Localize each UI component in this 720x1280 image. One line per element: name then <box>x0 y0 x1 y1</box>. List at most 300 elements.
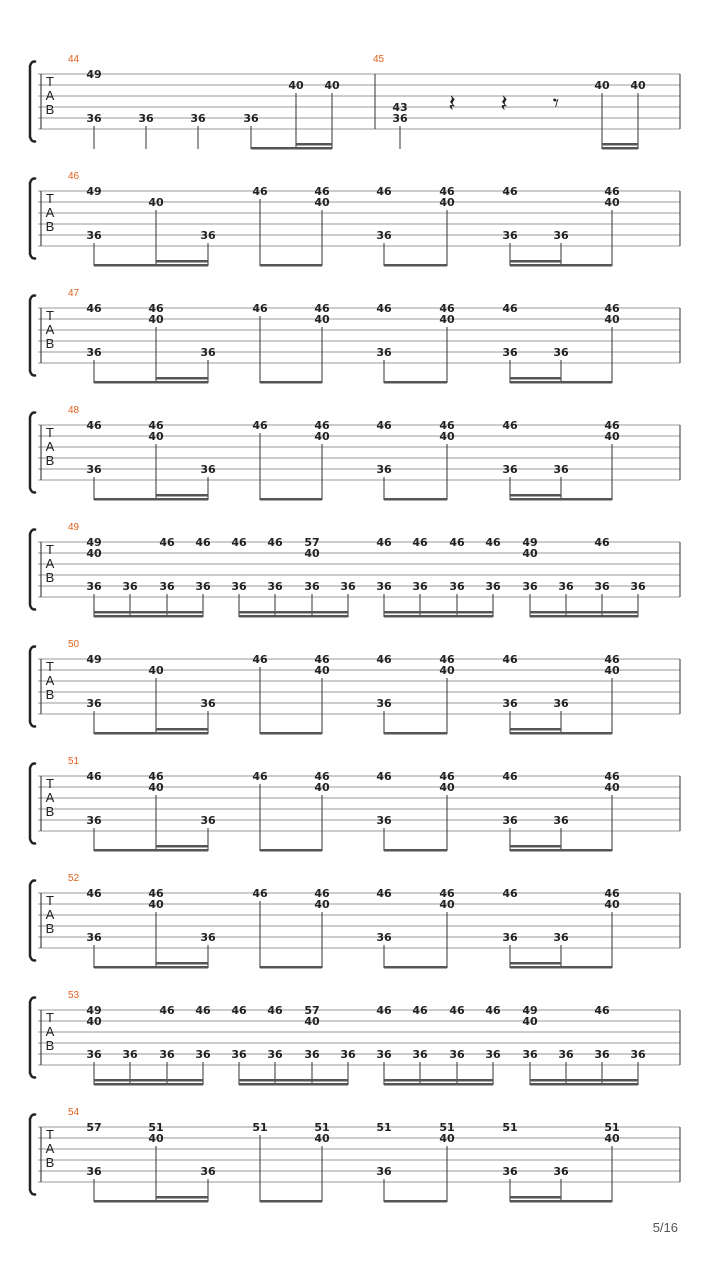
note-beam <box>384 966 447 969</box>
tab-clef-letter: T <box>46 659 54 674</box>
note-beam-secondary <box>510 962 561 965</box>
fret-number: 36 <box>267 1048 283 1061</box>
note-beam-secondary <box>239 611 348 614</box>
fret-number: 40 <box>604 781 620 794</box>
fret-number: 46 <box>604 302 620 315</box>
fret-number: 36 <box>86 346 102 359</box>
measure-number: 53 <box>68 990 80 1001</box>
fret-number: 46 <box>86 419 102 432</box>
fret-number: 36 <box>376 1165 392 1178</box>
fret-number: 46 <box>439 185 455 198</box>
fret-number: 40 <box>604 313 620 326</box>
note-beam <box>602 147 638 150</box>
measure-number: 52 <box>68 873 80 884</box>
system-bracket <box>30 179 36 259</box>
system-bracket <box>30 1115 36 1195</box>
tab-clef-letter: A <box>45 556 55 571</box>
fret-number: 36 <box>553 931 569 944</box>
tab-system <box>30 639 680 735</box>
fret-number: 36 <box>522 1048 538 1061</box>
fret-number: 46 <box>195 1004 211 1017</box>
note-beam-secondary <box>156 962 208 965</box>
fret-number: 36 <box>86 1165 102 1178</box>
note-beam <box>384 381 447 384</box>
system-bracket <box>30 647 36 727</box>
measure-number: 47 <box>68 288 80 299</box>
fret-number: 46 <box>376 770 392 783</box>
tab-clef-letter: B <box>45 687 55 702</box>
tab-clef-letter: B <box>45 570 55 585</box>
fret-number: 40 <box>314 1132 330 1145</box>
fret-number: 36 <box>86 580 102 593</box>
fret-number: 40 <box>439 313 455 326</box>
fret-number: 46 <box>502 185 518 198</box>
note-beam <box>260 732 322 735</box>
note-beam-secondary <box>530 611 638 614</box>
note-beam <box>384 732 447 735</box>
note-beam-secondary <box>94 1079 203 1082</box>
note-beam-secondary <box>384 1079 493 1082</box>
measure-number: 46 <box>68 171 80 182</box>
tab-clef-letter: A <box>45 907 55 922</box>
fret-number: 46 <box>148 887 164 900</box>
fret-number: 46 <box>195 536 211 549</box>
fret-number: 40 <box>604 664 620 677</box>
tab-system <box>30 405 680 501</box>
fret-number: 36 <box>200 346 216 359</box>
note-beam-secondary <box>156 1196 208 1199</box>
fret-number: 46 <box>502 770 518 783</box>
fret-number: 36 <box>594 1048 610 1061</box>
fret-number: 36 <box>485 580 501 593</box>
fret-number: 40 <box>324 79 340 92</box>
measure-number: 45 <box>373 54 385 65</box>
fret-number: 51 <box>252 1121 268 1134</box>
fret-number: 46 <box>502 419 518 432</box>
fret-number: 36 <box>86 697 102 710</box>
fret-number: 40 <box>314 781 330 794</box>
note-beam-secondary <box>510 494 561 497</box>
rest-symbol: 𝄽 <box>448 89 456 117</box>
fret-number: 51 <box>439 1121 455 1134</box>
fret-number: 51 <box>376 1121 392 1134</box>
fret-number: 36 <box>340 580 356 593</box>
fret-number: 40 <box>86 1015 102 1028</box>
note-beam-secondary <box>296 143 332 146</box>
tab-clef-letter: T <box>46 308 54 323</box>
fret-number: 57 <box>86 1121 102 1134</box>
note-beam <box>94 498 208 501</box>
fret-number: 51 <box>604 1121 620 1134</box>
fret-number: 40 <box>604 196 620 209</box>
fret-number: 36 <box>122 580 138 593</box>
fret-number: 36 <box>200 1165 216 1178</box>
fret-number: 40 <box>148 781 164 794</box>
fret-number: 36 <box>502 463 518 476</box>
tab-clef-letter: A <box>45 88 55 103</box>
fret-number: 51 <box>148 1121 164 1134</box>
fret-number: 36 <box>200 814 216 827</box>
note-beam <box>510 498 612 501</box>
fret-number: 40 <box>148 430 164 443</box>
system-bracket <box>30 998 36 1078</box>
system-bracket <box>30 296 36 376</box>
fret-number: 46 <box>231 536 247 549</box>
tab-clef-letter: T <box>46 191 54 206</box>
note-beam <box>384 498 447 501</box>
fret-number: 46 <box>252 302 268 315</box>
fret-number: 36 <box>376 346 392 359</box>
fret-number: 36 <box>340 1048 356 1061</box>
tab-clef-letter: T <box>46 1010 54 1025</box>
fret-number: 40 <box>314 664 330 677</box>
note-beam-secondary <box>510 377 561 380</box>
note-beam <box>94 1083 203 1086</box>
fret-number: 36 <box>553 1165 569 1178</box>
fret-number: 36 <box>558 580 574 593</box>
fret-number: 46 <box>412 1004 428 1017</box>
fret-number: 46 <box>252 653 268 666</box>
fret-number: 36 <box>159 1048 175 1061</box>
note-beam <box>384 849 447 852</box>
tab-clef-letter: A <box>45 439 55 454</box>
note-beam-secondary <box>94 611 203 614</box>
fret-number: 46 <box>439 302 455 315</box>
fret-number: 36 <box>558 1048 574 1061</box>
fret-number: 46 <box>376 302 392 315</box>
note-beam-secondary <box>384 611 493 614</box>
fret-number: 46 <box>314 419 330 432</box>
fret-number: 40 <box>604 898 620 911</box>
tab-clef-letter: B <box>45 336 55 351</box>
fret-number: 36 <box>449 580 465 593</box>
tab-system <box>30 288 680 384</box>
fret-number: 49 <box>86 1004 102 1017</box>
note-beam <box>94 1200 208 1203</box>
fret-number: 46 <box>604 770 620 783</box>
note-beam <box>260 849 322 852</box>
fret-number: 36 <box>190 112 206 125</box>
note-beam <box>384 1200 447 1203</box>
fret-number: 51 <box>502 1121 518 1134</box>
fret-number: 36 <box>86 463 102 476</box>
note-beam <box>510 732 612 735</box>
fret-number: 36 <box>376 229 392 242</box>
fret-number: 46 <box>252 419 268 432</box>
fret-number: 36 <box>86 112 102 125</box>
fret-number: 36 <box>392 112 408 125</box>
note-beam <box>384 1083 493 1086</box>
tab-clef-letter: B <box>45 453 55 468</box>
fret-number: 36 <box>138 112 154 125</box>
tab-system <box>30 873 680 969</box>
note-beam <box>384 615 493 618</box>
measure-number: 50 <box>68 639 80 650</box>
fret-number: 40 <box>314 430 330 443</box>
measure-number: 49 <box>68 522 80 533</box>
note-beam <box>94 966 208 969</box>
tab-clef-letter: A <box>45 1024 55 1039</box>
tab-clef-letter: T <box>46 776 54 791</box>
note-beam <box>510 1200 612 1203</box>
fret-number: 36 <box>553 814 569 827</box>
measure-number: 54 <box>68 1107 80 1118</box>
fret-number: 40 <box>314 196 330 209</box>
fret-number: 40 <box>522 547 538 560</box>
fret-number: 40 <box>594 79 610 92</box>
rest-symbol: 𝄽 <box>500 89 508 117</box>
tab-clef-letter: B <box>45 1038 55 1053</box>
note-beam <box>94 849 208 852</box>
tab-clef-letter: B <box>45 804 55 819</box>
fret-number: 40 <box>439 430 455 443</box>
fret-number: 36 <box>304 1048 320 1061</box>
fret-number: 36 <box>412 1048 428 1061</box>
fret-number: 40 <box>604 430 620 443</box>
tab-clef-letter: T <box>46 542 54 557</box>
fret-number: 36 <box>376 463 392 476</box>
note-beam <box>510 381 612 384</box>
fret-number: 49 <box>522 536 538 549</box>
fret-number: 36 <box>200 229 216 242</box>
note-beam <box>530 615 638 618</box>
fret-number: 36 <box>502 814 518 827</box>
fret-number: 36 <box>200 931 216 944</box>
fret-number: 46 <box>412 536 428 549</box>
note-beam <box>251 147 332 150</box>
fret-number: 46 <box>376 1004 392 1017</box>
fret-number: 36 <box>449 1048 465 1061</box>
note-beam-secondary <box>602 143 638 146</box>
note-beam-secondary <box>156 377 208 380</box>
fret-number: 36 <box>522 580 538 593</box>
fret-number: 49 <box>86 653 102 666</box>
fret-number: 40 <box>86 547 102 560</box>
note-beam <box>384 264 447 267</box>
fret-number: 36 <box>231 580 247 593</box>
tab-clef-letter: B <box>45 1155 55 1170</box>
system-bracket <box>30 62 36 142</box>
measure-number: 48 <box>68 405 80 416</box>
fret-number: 46 <box>148 302 164 315</box>
system-bracket <box>30 881 36 961</box>
note-beam-secondary <box>156 728 208 731</box>
fret-number: 36 <box>304 580 320 593</box>
fret-number: 46 <box>314 302 330 315</box>
fret-number: 46 <box>267 536 283 549</box>
tab-clef-letter: B <box>45 102 55 117</box>
fret-number: 51 <box>314 1121 330 1134</box>
note-beam <box>260 498 322 501</box>
tab-clef-letter: T <box>46 893 54 908</box>
fret-number: 46 <box>502 887 518 900</box>
note-beam-secondary <box>239 1079 348 1082</box>
fret-number: 36 <box>267 580 283 593</box>
fret-number: 46 <box>376 419 392 432</box>
tab-clef-letter: B <box>45 219 55 234</box>
fret-number: 57 <box>304 536 320 549</box>
fret-number: 46 <box>502 302 518 315</box>
fret-number: 36 <box>502 1165 518 1178</box>
tab-system <box>30 1107 680 1203</box>
system-bracket <box>30 764 36 844</box>
tab-system <box>30 171 680 267</box>
fret-number: 46 <box>252 770 268 783</box>
note-beam <box>530 1083 638 1086</box>
fret-number: 36 <box>86 931 102 944</box>
fret-number: 40 <box>304 547 320 560</box>
note-beam <box>260 381 322 384</box>
fret-number: 46 <box>148 770 164 783</box>
fret-number: 46 <box>439 887 455 900</box>
fret-number: 36 <box>231 1048 247 1061</box>
tab-clef-letter: T <box>46 74 54 89</box>
note-beam-secondary <box>510 1196 561 1199</box>
tab-system <box>30 522 680 618</box>
fret-number: 40 <box>439 664 455 677</box>
fret-number: 40 <box>148 1132 164 1145</box>
tab-clef-letter: B <box>45 921 55 936</box>
fret-number: 46 <box>502 653 518 666</box>
fret-number: 36 <box>412 580 428 593</box>
fret-number: 46 <box>231 1004 247 1017</box>
fret-number: 40 <box>630 79 646 92</box>
fret-number: 40 <box>439 1132 455 1145</box>
fret-number: 36 <box>376 1048 392 1061</box>
fret-number: 40 <box>604 1132 620 1145</box>
rest-symbol: 𝄾 <box>552 89 560 117</box>
fret-number: 36 <box>376 697 392 710</box>
fret-number: 36 <box>376 814 392 827</box>
tab-clef-letter: A <box>45 673 55 688</box>
fret-number: 36 <box>195 580 211 593</box>
fret-number: 49 <box>86 185 102 198</box>
note-beam-secondary <box>510 845 561 848</box>
fret-number: 40 <box>288 79 304 92</box>
fret-number: 40 <box>314 313 330 326</box>
tab-system <box>30 756 680 852</box>
page-number: 5/16 <box>652 1220 678 1235</box>
fret-number: 36 <box>502 931 518 944</box>
system-bracket <box>30 530 36 610</box>
fret-number: 46 <box>314 770 330 783</box>
fret-number: 36 <box>159 580 175 593</box>
note-beam <box>239 1083 348 1086</box>
fret-number: 46 <box>439 653 455 666</box>
fret-number: 36 <box>502 697 518 710</box>
note-beam <box>260 966 322 969</box>
fret-number: 46 <box>314 185 330 198</box>
note-beam-secondary <box>156 494 208 497</box>
fret-number: 46 <box>267 1004 283 1017</box>
fret-number: 40 <box>148 664 164 677</box>
fret-number: 46 <box>86 302 102 315</box>
fret-number: 40 <box>439 898 455 911</box>
fret-number: 49 <box>86 68 102 81</box>
note-beam <box>510 966 612 969</box>
fret-number: 36 <box>630 1048 646 1061</box>
fret-number: 36 <box>502 346 518 359</box>
fret-number: 36 <box>376 580 392 593</box>
fret-number: 36 <box>485 1048 501 1061</box>
tab-clef-letter: A <box>45 1141 55 1156</box>
fret-number: 57 <box>304 1004 320 1017</box>
fret-number: 46 <box>86 887 102 900</box>
fret-number: 46 <box>376 887 392 900</box>
note-beam-secondary <box>156 845 208 848</box>
fret-number: 46 <box>314 887 330 900</box>
note-beam-secondary <box>530 1079 638 1082</box>
fret-number: 40 <box>148 196 164 209</box>
fret-number: 46 <box>439 419 455 432</box>
fret-number: 36 <box>376 931 392 944</box>
tab-clef-letter: A <box>45 790 55 805</box>
note-beam <box>260 1200 322 1203</box>
fret-number: 46 <box>604 653 620 666</box>
fret-number: 46 <box>159 536 175 549</box>
fret-number: 46 <box>604 419 620 432</box>
fret-number: 46 <box>376 185 392 198</box>
fret-number: 40 <box>304 1015 320 1028</box>
fret-number: 40 <box>439 196 455 209</box>
note-beam <box>260 264 322 267</box>
note-beam <box>239 615 348 618</box>
note-beam <box>94 381 208 384</box>
fret-number: 46 <box>485 1004 501 1017</box>
fret-number: 36 <box>86 229 102 242</box>
measure-number: 44 <box>68 54 80 65</box>
fret-number: 46 <box>159 1004 175 1017</box>
fret-number: 43 <box>392 101 408 114</box>
note-beam <box>94 732 208 735</box>
fret-number: 46 <box>439 770 455 783</box>
fret-number: 49 <box>86 536 102 549</box>
note-beam <box>510 849 612 852</box>
fret-number: 46 <box>449 536 465 549</box>
fret-number: 36 <box>200 463 216 476</box>
fret-number: 46 <box>86 770 102 783</box>
fret-number: 36 <box>553 463 569 476</box>
fret-number: 46 <box>594 1004 610 1017</box>
fret-number: 46 <box>485 536 501 549</box>
fret-number: 46 <box>376 536 392 549</box>
fret-number: 36 <box>553 697 569 710</box>
fret-number: 36 <box>86 1048 102 1061</box>
fret-number: 36 <box>594 580 610 593</box>
fret-number: 36 <box>243 112 259 125</box>
fret-number: 40 <box>439 781 455 794</box>
tab-system <box>30 54 680 150</box>
fret-number: 46 <box>604 887 620 900</box>
fret-number: 36 <box>502 229 518 242</box>
system-bracket <box>30 413 36 493</box>
tab-system <box>30 990 680 1086</box>
note-beam <box>510 264 612 267</box>
tab-clef-letter: T <box>46 425 54 440</box>
fret-number: 46 <box>252 185 268 198</box>
fret-number: 40 <box>148 898 164 911</box>
fret-number: 36 <box>122 1048 138 1061</box>
tab-clef-letter: T <box>46 1127 54 1142</box>
note-beam <box>94 615 203 618</box>
fret-number: 49 <box>522 1004 538 1017</box>
fret-number: 36 <box>553 346 569 359</box>
fret-number: 46 <box>594 536 610 549</box>
tab-clef-letter: A <box>45 322 55 337</box>
fret-number: 46 <box>376 653 392 666</box>
fret-number: 46 <box>252 887 268 900</box>
fret-number: 36 <box>630 580 646 593</box>
